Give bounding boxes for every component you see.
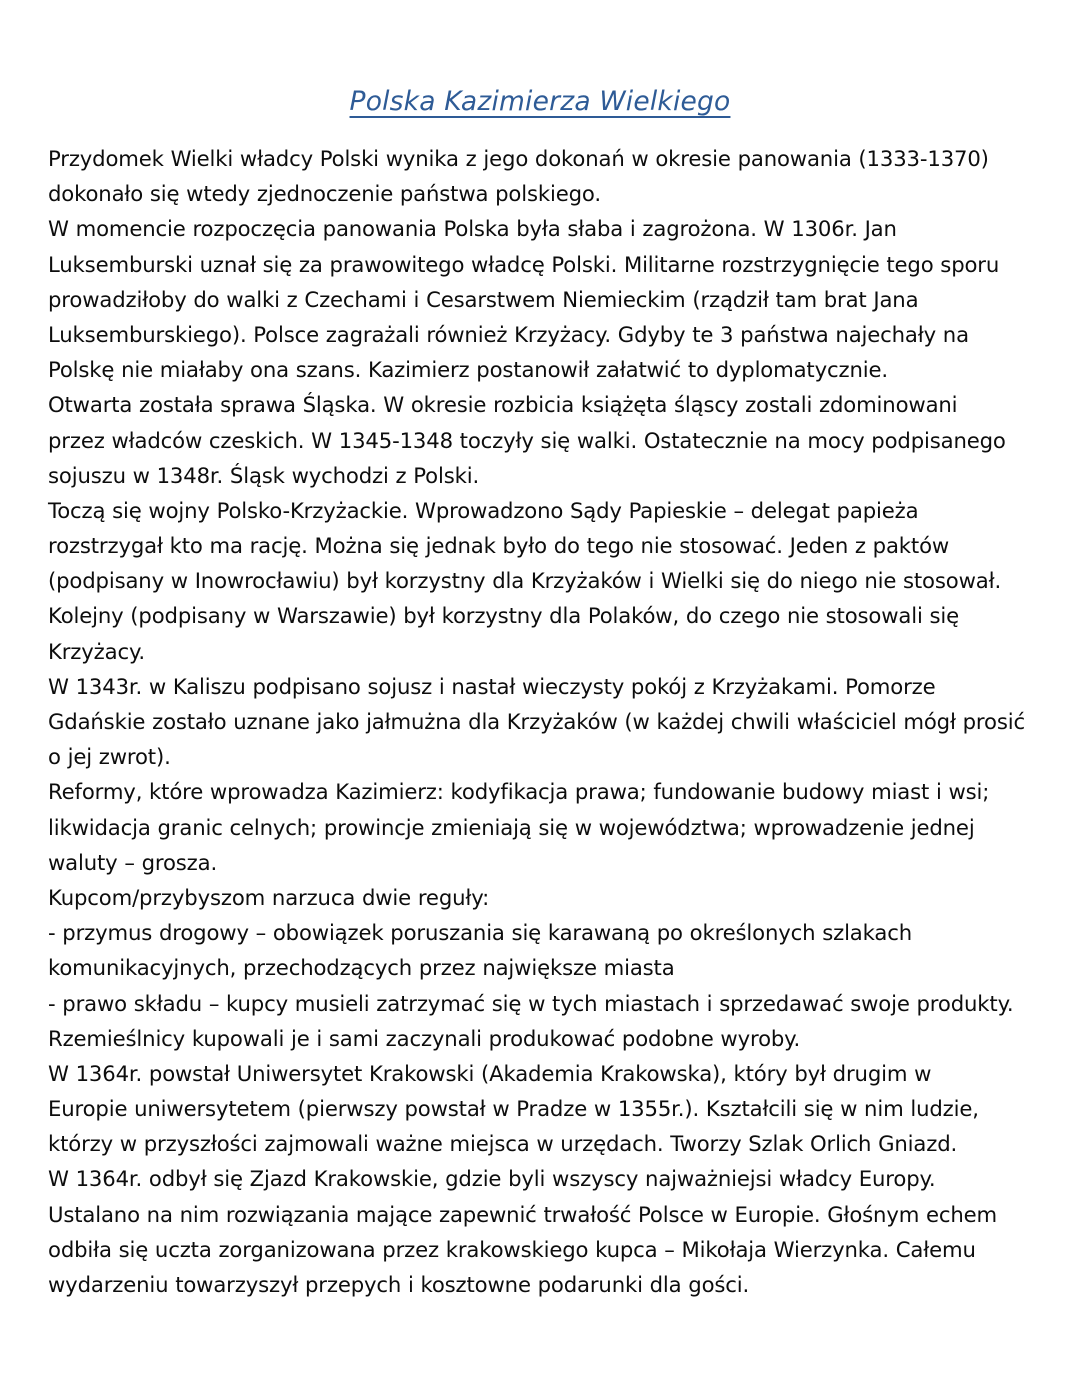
text-line: odbiła się uczta zorganizowana przez krakowskiego kupca – Mikołaja Wierzynka. Całemu <box>48 1236 976 1262</box>
document-body <box>48 141 1050 1302</box>
text-line: Reformy, które wprowadza Kazimierz: kodyfikacja prawa; fundowanie budowy miast i wsi; <box>48 779 990 805</box>
text-line: prowadziłoby do walki z Czechami i Cesarstwem Niemieckim (rządził tam brat Jana <box>48 286 919 312</box>
text-line: W momencie rozpoczęcia panowania Polska była słaba i zagrożona. W 1306r. Jan <box>48 216 897 242</box>
text-line: waluty – grosza. <box>48 849 218 875</box>
text-line: W 1343r. w Kaliszu podpisano sojusz i nastał wieczysty pokój z Krzyżakami. Pomorze <box>48 673 936 699</box>
text-line: Luksemburskiego). Polsce zagrażali również Krzyżacy. Gdyby te 3 państwa najechały na <box>48 321 969 347</box>
text-line: Gdańskie zostało uznane jako jałmużna dla Krzyżaków (w każdej chwili właściciel mógł prosić <box>48 709 1025 734</box>
text-line: wydarzeniu towarzyszył przepych i kosztowne podarunki dla gości. <box>48 1272 750 1297</box>
text-line: którzy w przyszłości zajmowali ważne miejsca w urzędach. Tworzy Szlak Orlich Gniazd. <box>48 1131 958 1157</box>
text-line: Europie uniwersytetem (pierwszy powstał w Pradze w 1355r.). Kształcili się w nim ludzie, <box>48 1096 979 1122</box>
text-line: Kolejny (podpisany w Warszawie) był korzystny dla Polaków, do czego nie stosowali się <box>48 603 959 629</box>
text-line: o jej zwrot). <box>48 744 171 770</box>
text-line: sojuszu w 1348r. Śląsk wychodzi z Polski. <box>48 462 480 488</box>
list-item-continuation: komunikacyjnych, przechodzących przez największe miasta <box>48 955 675 981</box>
text-line: W 1364r. odbył się Zjazd Krakowskie, gdzie byli wszyscy najważniejsi władcy Europy. <box>48 1166 936 1192</box>
text-line: Przydomek Wielki władcy Polski wynika z jego dokonań w okresie panowania (1333-1370) <box>48 146 989 171</box>
text-line: Krzyżacy. <box>48 638 145 664</box>
text-line: W 1364r. powstał Uniwersytet Krakowski (Akademia Krakowska), który był drugim w <box>48 1060 932 1086</box>
list-item: - prawo składu – kupcy musieli zatrzymać się w tych miastach i sprzedawać swoje produkty. <box>48 990 1014 1016</box>
text-line: (podpisany w Inowrocławiu) był korzystny dla Krzyżaków i Wielki się do niego nie stosował. <box>48 568 1002 594</box>
text-line: Otwarta została sprawa Śląska. W okresie rozbicia książęta śląscy zostali zdominowani <box>48 392 958 418</box>
text-line: przez władców czeskich. W 1345-1348 toczyły się walki. Ostatecznie na mocy podpisanego <box>48 427 1006 453</box>
text-line: rozstrzygał kto ma rację. Można się jednak było do tego nie stosować. Jeden z paktów <box>48 533 950 559</box>
text-line: Polskę nie miałaby ona szans. Kazimierz postanowił załatwić to dyplomatycznie. <box>48 357 888 383</box>
list-item-continuation: Rzemieślnicy kupowali je i sami zaczynali produkować podobne wyroby. <box>48 1025 801 1051</box>
page-title: Polska Kazimierza Wielkiego <box>349 85 731 117</box>
text-line: Luksemburski uznał się za prawowitego władcę Polski. Militarne rozstrzygnięcie tego sporu <box>48 251 1000 277</box>
text-line: Kupcom/przybyszom narzuca dwie reguły: <box>48 884 490 910</box>
text-line: Ustalano na nim rozwiązania mające zapewnić trwałość Polsce w Europie. Głośnym echem <box>48 1201 998 1227</box>
text-line: dokonało się wtedy zjednoczenie państwa polskiego. <box>48 181 601 207</box>
list-item: - przymus drogowy – obowiązek poruszania się karawaną po określonych szlakach <box>48 920 912 946</box>
text-line: Toczą się wojny Polsko-Krzyżackie. Wprowadzono Sądy Papieskie – delegat papieża <box>48 497 919 523</box>
text-line: likwidacja granic celnych; prowincje zmieniają się w województwa; wprowadzenie jednej <box>48 814 975 840</box>
